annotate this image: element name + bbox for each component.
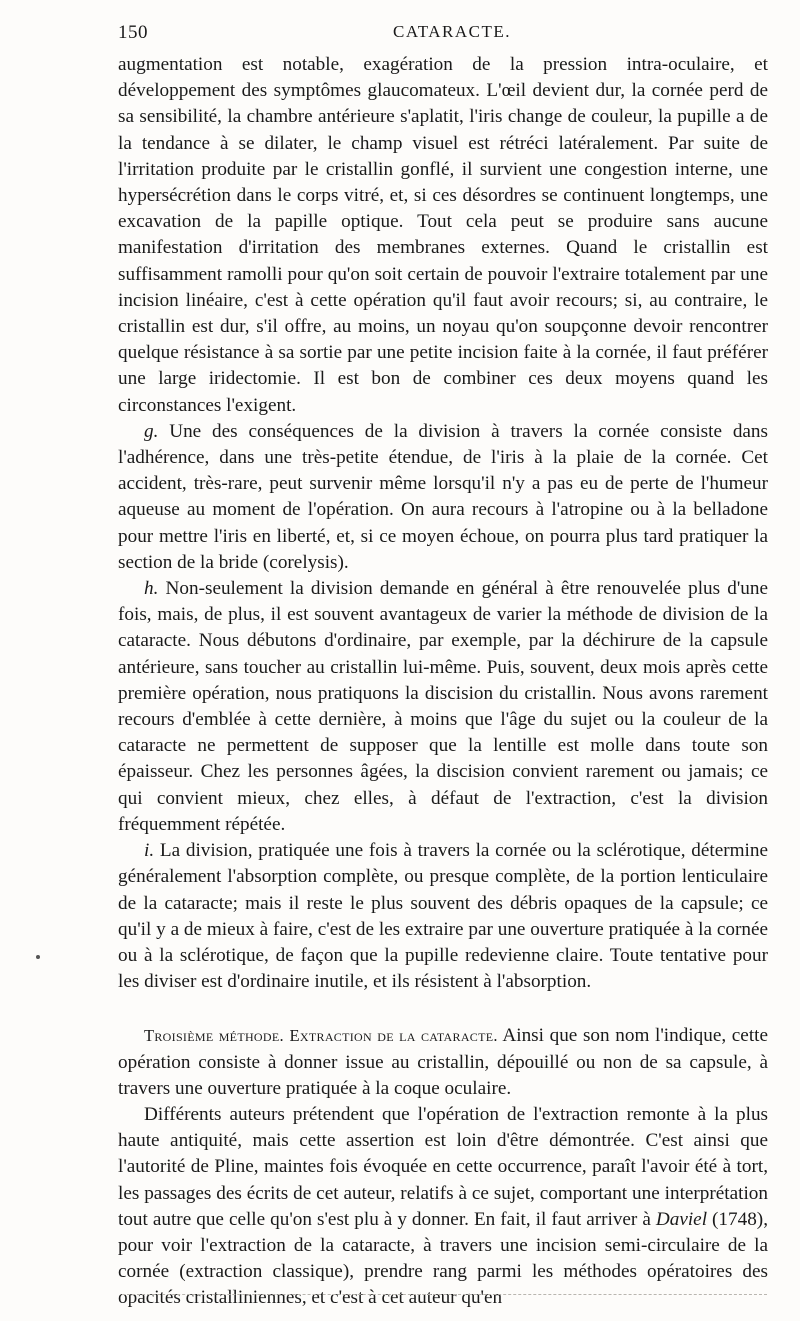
paragraph-i [118,838,768,995]
paragraph-third-method [118,1023,768,1102]
paragraph-text: augmentation est notable, exagération de la pression intra-oculaire, et développement des symptômes glaucomateux. L'œil devient dur, la cornée perd de sa sensibilité, la chambre antérieure s'aplatit, l'iris change de couleur, la pupille a de la tendance à se dilater, le champ visuel est rétréci latéralement. Par suite de l'irritation produite par le cristallin gonflé, il survient une congestion interne, une hypersécrétion dans le corps vitré, et, si ces désordres se continuent longtemps, une excavation de la papille optique. Tout cela peut se produire sans aucune manifestation d'irritation des membranes externes. Quand le cristallin est suffisamment ramolli pour qu'on soit certain de pouvoir l'extraire totalement par une incision linéaire, c'est à cette opération qu'il faut avoir recours; si, au contraire, le cristallin est dur, s'il offre, au moins, un noyau qu'on soupçonne devoir rencontrer quelque résistance à sa sortie par une petite incision faite à la cornée, il faut préférer une large iridectomie. Il est bon de combiner ces deux moyens quand les circonstances l'exigent. [118,54,768,416]
paragraph-h [118,576,768,838]
author-name: Daviel [655,1208,708,1230]
body-text [118,52,768,1312]
paragraph-history [118,1102,768,1312]
paragraph-text: (1748), pour voir l'extraction de la cataracte, à travers une incision semi-circulaire de la cornée (extraction classique), prendre rang parmi les méthodes opératoires des opacités cristalliniennes, et c'est à cet auteur qu'en [118,1208,768,1309]
paragraph-lead-letter: h. [144,578,159,600]
page-header [118,22,768,48]
running-head: CATARACTE. [393,22,512,41]
paragraph-text: La division, pratiquée une fois à travers la cornée ou la sclérotique, détermine généralement l'absorption complète, ou presque complète, de la portion lenticulaire de la cataracte; mais il reste le plus souvent des débris opaques de la capsule; ce qu'il y a de mieux à faire, c'est de les extraire par une ouverture pratiquée à la cornée ou à la sclérotique, de façon que la pupille redevienne claire. Toute tentative pour les diviser est d'ordinaire inutile, et ils résistent à l'absorption. [118,840,768,993]
footer-rule [122,1294,767,1295]
margin-mark [36,955,40,959]
paragraph-lead-letter: i. [144,840,155,862]
paragraph-text: Différents auteurs prétendent que l'opération de l'extraction remonte à la plus haute antiquité, mais cette assertion est loin d'être démontrée. C'est ainsi que l'autorité de Pline, maintes fois évoquée en cette occurrence, paraît l'avoir été à tort, les passages des écrits de cet auteur, relatifs à ce sujet, comportant une interprétation tout autre que celle qu'on s'est plu à y donner. En fait, il faut arriver à [118,1103,768,1230]
paragraph-continued [118,52,768,419]
paragraph-g [118,419,768,576]
paragraph-text: Ainsi que son nom l'indique, cette opération consiste à donner issue au cristallin, dépouillé ou non de sa capsule, à travers une ouverture pratiquée à la coque oculaire. [118,1025,768,1099]
paragraph-text: Non-seulement la division demande en général à être renouvelée plus d'une fois, mais, de plus, il est souvent avantageux de varier la méthode de division de la cataracte. Nous débutons d'ordinaire, par exemple, par la déchirure de la capsule antérieure, sans toucher au cristallin lui-même. Puis, souvent, deux mois après cette première opération, nous pratiquons la discision du cristallin. Nous avons rarement recours d'emblée à cette dernière, à moins que l'âge du sujet ou la couleur de la cataracte ne permettent de supposer que la lentille est molle dans toute son épaisseur. Chez les personnes âgées, la discision convient rarement ou jamais; ce qui convient mieux, chez elles, à défaut de l'extraction, c'est la division fréquemment répétée. [118,578,768,835]
section-heading: Troisième méthode. [144,1026,284,1046]
paragraph-text: Une des conséquences de la division à travers la cornée consiste dans l'adhérence, dans une très-petite étendue, de l'iris à la plaie de la cornée. Cet accident, très-rare, peut survenir même lorsqu'il n'y a pas eu de perte de l'humeur aqueuse au moment de l'opération. On aura recours à l'atropine ou à la belladone pour mettre l'iris en liberté, et, si ce moyen échoue, on pourra plus tard pratiquer la section de la bride (corelysis). [118,420,768,573]
section-subheading: Extraction de la cataracte. [289,1026,498,1046]
paragraph-lead-letter: g. [144,420,159,442]
page-number: 150 [118,22,148,43]
